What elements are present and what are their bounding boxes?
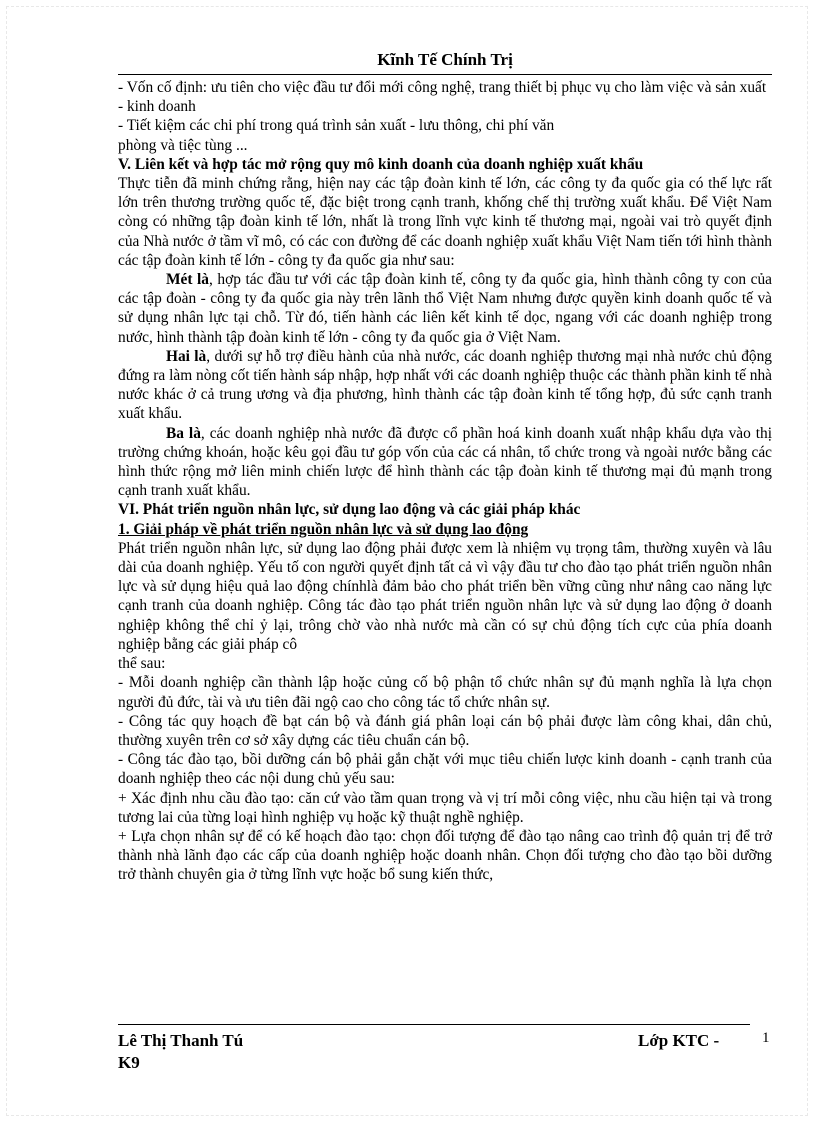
subsection-heading-1: 1. Giải pháp về phát triển nguồn nhân lực và sử dụng lao động bbox=[118, 520, 529, 538]
paragraph-hr-development-cont: thể sau: bbox=[118, 655, 166, 673]
section-heading-v: V. Liên kết và hợp tác mở rộng quy mô kinh doanh của doanh nghiệp xuất khẩu bbox=[118, 155, 644, 173]
paragraph-training-needs: + Xác định nhu cầu đào tạo: căn cứ vào tầm quan trọng và vị trí mỗi công việc, nhu cầu hiện tại và trong tương lai của từng loại hình nghiệp vụ hoặc kỹ thuật nghề nghiệp. bbox=[118, 789, 772, 826]
header-rule bbox=[118, 74, 772, 75]
lead-third: Ba là bbox=[166, 424, 201, 442]
paragraph-second-way bbox=[118, 347, 772, 424]
paragraph-staff-planning: - Công tác quy hoạch đề bạt cán bộ và đánh giá phân loại cán bộ phải được làm công khai, dân chủ, thường xuyên trên cơ sở xây dựng các tiêu chuẩn cán bộ. bbox=[118, 712, 772, 749]
page-number: 1 bbox=[762, 1030, 770, 1046]
footer-class: Lớp KTC - bbox=[638, 1031, 720, 1050]
page-header-title: Kĩnh Tế Chính Trị bbox=[377, 50, 513, 69]
paragraph-third-way bbox=[118, 424, 772, 501]
paragraph-cost-saving: - Tiết kiệm các chi phí trong quá trình sản xuất - lưu thông, chi phí văn bbox=[118, 117, 555, 135]
lead-first: Mét là bbox=[166, 271, 209, 289]
document-body bbox=[118, 78, 772, 885]
paragraph-hr-development: Phát triển nguồn nhân lực, sử dụng lao động phải được xem là nhiệm vụ trọng tâm, thường xuyên và lâu dài của doanh nghiệp. Yếu tố con người quyết định tất cả vì vậy đầu tư cho đào tạo phát triển nguồn nhân lực và sử dụng hiệu quả lao động chínhlà đảm bảo cho phát triển bền vững cũng như nâng cao năng lực cạnh tranh của doanh nghiệp. Công tác đào tạo phát triển nguồn nhân lực và sử dụng lao động ở doanh nghiệp không thể chỉ ỷ lại, trông chờ vào nhà nước mà cần có sự chủ động tích cực của phía doanh nghiệp bằng các giải pháp cô bbox=[118, 539, 772, 653]
lead-second: Hai là bbox=[166, 347, 207, 365]
paragraph-practice: Thực tiễn đã minh chứng rằng, hiện nay các tập đoàn kinh tế lớn, các công ty đa quốc gia có thế lực rất lớn trên thương trường quốc tế, đặc biệt trong cạnh tranh, khống chế thị trường xuất khẩu. Để Việt Nam còng có những tập đoàn kinh tế lớn, nhất là trong lĩnh vực kinh tế thương mại, ngoài vai trò quyết định của Nhà nước ở tầm vĩ mô, có các con đường để các doanh nghiệp xuất khẩu Việt Nam tiến tới hình thành các tập đoàn kinh tế lớn - công ty đa quốc gia như sau: bbox=[118, 175, 772, 269]
text-third: , các doanh nghiệp nhà nước đã được cổ phần hoá kinh doanh xuất nhập khẩu dựa vào thị trường chứng khoán, hoặc kêu gọi đầu tư góp vốn của các cá nhân, tổ chức trong và ngoài nước bằng các hình thức rộng mở liên minh chiến lược để hình thành các tập đoàn kinh tế thương mại đủ mạnh trong cạnh tranh xuất khẩu. bbox=[118, 424, 772, 500]
section-heading-vi: VI. Phát triển nguồn nhân lực, sử dụng lao động và các giải pháp khác bbox=[118, 501, 581, 519]
footer-author-cont: K9 bbox=[118, 1053, 140, 1072]
footer-rule bbox=[118, 1024, 750, 1025]
paragraph-fixed-capital: - Vốn cố định: ưu tiên cho việc đầu tư đổi mới công nghệ, trang thiết bị phục vụ cho làm việc và sản xuất - kinh doanh bbox=[118, 79, 767, 116]
paragraph-training: - Công tác đào tạo, bồi dưỡng cán bộ phải gắn chặt với mục tiêu chiến lược kinh doanh - cạnh tranh của doanh nghiệp theo các nội dung chủ yếu sau: bbox=[118, 751, 772, 788]
text-first: , hợp tác đầu tư với các tập đoàn kinh tế, công ty đa quốc gia, hình thành công ty con của các tập đoàn - công ty đa quốc gia này trên lãnh thổ Việt Nam nhưng được quyền kinh doanh quốc tế và sử dụng nhân lực tại chỗ. Từ đó, tiến hành các liên kết kinh tế dọc, ngang với các doanh nghiệp trong nước, hình thành tập đoàn kinh tế lớn - công ty đa quốc gia ở Việt Nam. bbox=[118, 271, 772, 346]
paragraph-cost-saving-cont: phòng và tiệc tùng ... bbox=[118, 136, 248, 154]
paragraph-first-way bbox=[118, 270, 772, 347]
footer-author-name: Lê Thị Thanh Tú bbox=[118, 1031, 244, 1050]
text-second: , dưới sự hỗ trợ điều hành của nhà nước, các doanh nghiệp thương mại nhà nước chủ động đứng ra làm nòng cốt tiến hành sáp nhập, hợp nhất với các doanh nghiệp thuộc các thành phần kinh tế nhà nước khác ở cả trung ương và địa phương, hình thành các tập đoàn kinh tế tổng hợp, đủ sức cạnh tranh xuất khẩu. bbox=[118, 347, 772, 423]
paragraph-hr-department: - Mỗi doanh nghiệp cần thành lập hoặc củng cố bộ phận tổ chức nhân sự đủ mạnh nghĩa là lựa chọn người đủ đức, tài và ưu tiên đãi ngộ cao cho công tác tổ chức nhân sự. bbox=[118, 674, 772, 711]
footer-author bbox=[118, 1030, 318, 1074]
paragraph-staff-selection: + Lựa chọn nhân sự để có kế hoạch đào tạo: chọn đối tượng để đào tạo nâng cao trình độ quản trị để trở thành nhà lãnh đạo các cấp của doanh nghiệp hoặc doanh nhân. Chọn đối tượng cho đào tạo bồi dưỡng trở thành chuyên gia ở từng lĩnh vực hoặc bổ sung kiến thức, bbox=[118, 827, 772, 884]
